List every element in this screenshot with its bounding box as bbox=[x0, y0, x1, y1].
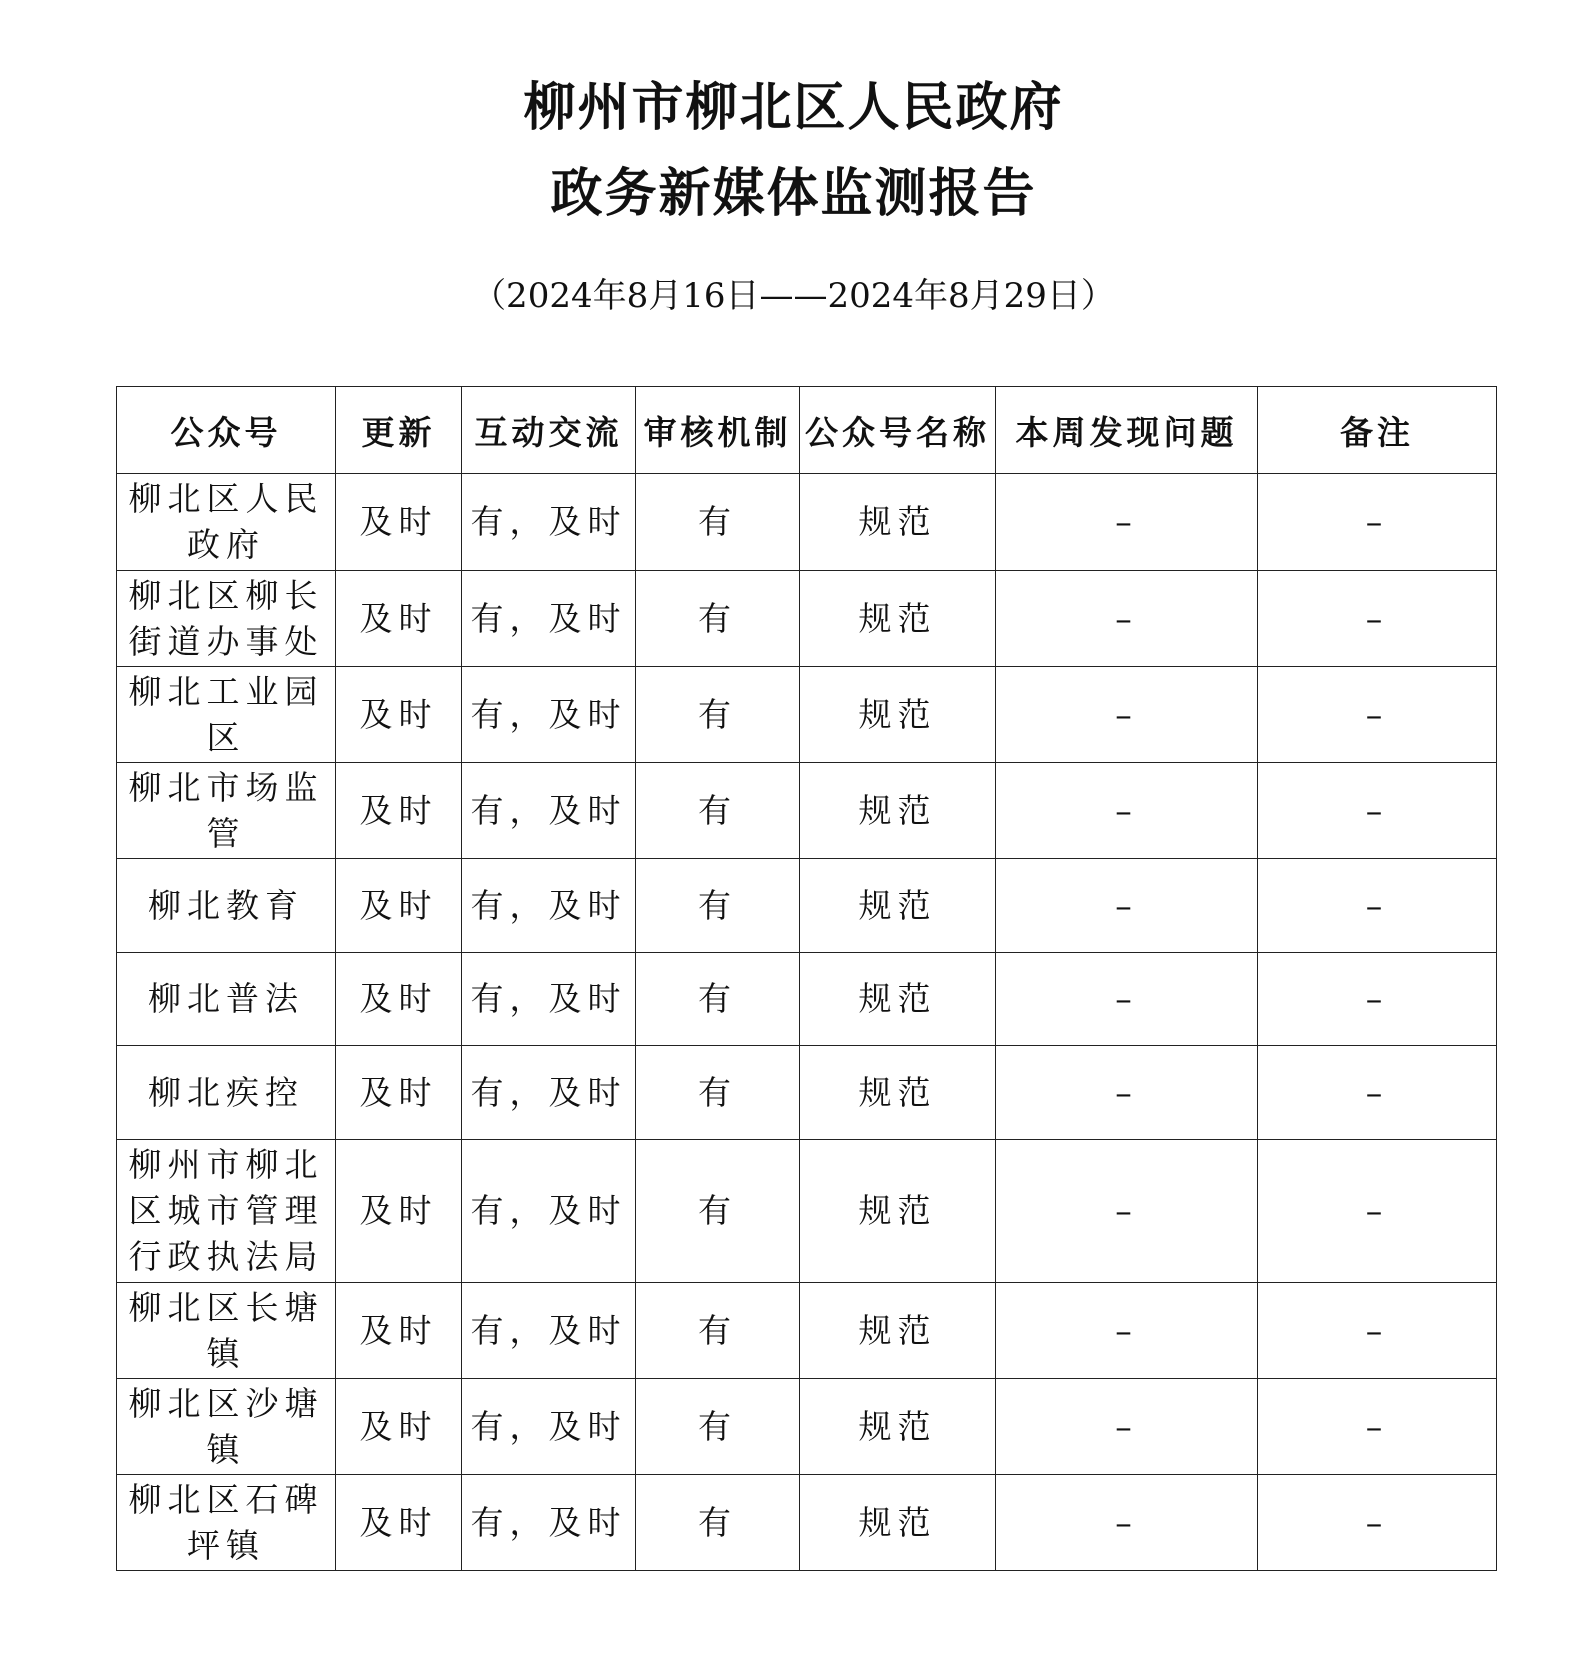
cell-account: 柳北市场监管 bbox=[117, 763, 336, 859]
cell-review: 有 bbox=[636, 667, 800, 763]
cell-update: 及时 bbox=[336, 1379, 462, 1475]
cell-update: 及时 bbox=[336, 859, 462, 953]
cell-issues: – bbox=[996, 1140, 1258, 1283]
cell-review: 有 bbox=[636, 571, 800, 667]
cell-review: 有 bbox=[636, 1140, 800, 1283]
table-row bbox=[117, 1140, 1497, 1283]
table-header-row bbox=[117, 387, 1497, 474]
cell-issues: – bbox=[996, 571, 1258, 667]
cell-interaction: 有，及时 bbox=[462, 1046, 636, 1140]
cell-remarks: – bbox=[1258, 1475, 1497, 1571]
cell-remarks: – bbox=[1258, 1046, 1497, 1140]
table-row bbox=[117, 667, 1497, 763]
cell-review: 有 bbox=[636, 1475, 800, 1571]
cell-account: 柳北区石碑坪镇 bbox=[117, 1475, 336, 1571]
cell-account: 柳州市柳北区城市管理行政执法局 bbox=[117, 1140, 336, 1283]
column-header-naming: 公众号名称 bbox=[800, 387, 996, 474]
cell-update: 及时 bbox=[336, 763, 462, 859]
cell-remarks: – bbox=[1258, 1379, 1497, 1475]
cell-remarks: – bbox=[1258, 1283, 1497, 1379]
cell-remarks: – bbox=[1258, 1140, 1497, 1283]
cell-issues: – bbox=[996, 953, 1258, 1046]
table-row bbox=[117, 859, 1497, 953]
cell-account: 柳北区长塘镇 bbox=[117, 1283, 336, 1379]
column-header-update: 更新 bbox=[336, 387, 462, 474]
table-row bbox=[117, 571, 1497, 667]
cell-account: 柳北疾控 bbox=[117, 1046, 336, 1140]
cell-update: 及时 bbox=[336, 571, 462, 667]
column-header-interaction: 互动交流 bbox=[462, 387, 636, 474]
cell-issues: – bbox=[996, 667, 1258, 763]
cell-naming: 规范 bbox=[800, 1379, 996, 1475]
cell-interaction: 有，及时 bbox=[462, 1283, 636, 1379]
table-row bbox=[117, 1283, 1497, 1379]
cell-issues: – bbox=[996, 1475, 1258, 1571]
column-header-review: 审核机制 bbox=[636, 387, 800, 474]
cell-naming: 规范 bbox=[800, 571, 996, 667]
cell-review: 有 bbox=[636, 763, 800, 859]
cell-account: 柳北工业园区 bbox=[117, 667, 336, 763]
cell-issues: – bbox=[996, 859, 1258, 953]
cell-account: 柳北区沙塘镇 bbox=[117, 1379, 336, 1475]
cell-update: 及时 bbox=[336, 1475, 462, 1571]
cell-remarks: – bbox=[1258, 763, 1497, 859]
cell-interaction: 有，及时 bbox=[462, 953, 636, 1046]
cell-naming: 规范 bbox=[800, 1283, 996, 1379]
cell-update: 及时 bbox=[336, 474, 462, 571]
cell-issues: – bbox=[996, 1046, 1258, 1140]
cell-account: 柳北普法 bbox=[117, 953, 336, 1046]
report-date-range: （2024年8月16日——2024年8月29日） bbox=[472, 276, 1115, 316]
cell-interaction: 有，及时 bbox=[462, 1379, 636, 1475]
table-row bbox=[117, 763, 1497, 859]
cell-review: 有 bbox=[636, 1379, 800, 1475]
cell-update: 及时 bbox=[336, 1140, 462, 1283]
cell-interaction: 有，及时 bbox=[462, 667, 636, 763]
column-header-issues: 本周发现问题 bbox=[996, 387, 1258, 474]
cell-interaction: 有，及时 bbox=[462, 571, 636, 667]
cell-naming: 规范 bbox=[800, 474, 996, 571]
table-row bbox=[117, 1046, 1497, 1140]
report-title-line2: 政务新媒体监测报告 bbox=[550, 164, 1037, 224]
cell-naming: 规范 bbox=[800, 859, 996, 953]
cell-interaction: 有，及时 bbox=[462, 859, 636, 953]
table-row bbox=[117, 1379, 1497, 1475]
cell-account: 柳北区柳长街道办事处 bbox=[117, 571, 336, 667]
cell-naming: 规范 bbox=[800, 667, 996, 763]
cell-interaction: 有，及时 bbox=[462, 1475, 636, 1571]
cell-review: 有 bbox=[636, 474, 800, 571]
cell-issues: – bbox=[996, 474, 1258, 571]
table-row bbox=[117, 953, 1497, 1046]
cell-update: 及时 bbox=[336, 1046, 462, 1140]
table-row bbox=[117, 474, 1497, 571]
cell-review: 有 bbox=[636, 1046, 800, 1140]
cell-remarks: – bbox=[1258, 571, 1497, 667]
cell-naming: 规范 bbox=[800, 1475, 996, 1571]
cell-naming: 规范 bbox=[800, 1046, 996, 1140]
cell-naming: 规范 bbox=[800, 953, 996, 1046]
cell-account: 柳北教育 bbox=[117, 859, 336, 953]
column-header-account: 公众号 bbox=[117, 387, 336, 474]
cell-review: 有 bbox=[636, 859, 800, 953]
cell-interaction: 有，及时 bbox=[462, 1140, 636, 1283]
cell-interaction: 有，及时 bbox=[462, 474, 636, 571]
cell-remarks: – bbox=[1258, 953, 1497, 1046]
cell-naming: 规范 bbox=[800, 1140, 996, 1283]
cell-review: 有 bbox=[636, 953, 800, 1046]
cell-issues: – bbox=[996, 763, 1258, 859]
cell-naming: 规范 bbox=[800, 763, 996, 859]
cell-issues: – bbox=[996, 1379, 1258, 1475]
cell-remarks: – bbox=[1258, 859, 1497, 953]
report-title-line1: 柳州市柳北区人民政府 bbox=[523, 78, 1064, 138]
cell-update: 及时 bbox=[336, 953, 462, 1046]
cell-issues: – bbox=[996, 1283, 1258, 1379]
monitoring-table bbox=[116, 386, 1497, 1571]
cell-interaction: 有，及时 bbox=[462, 763, 636, 859]
cell-remarks: – bbox=[1258, 474, 1497, 571]
column-header-remarks: 备注 bbox=[1258, 387, 1497, 474]
cell-review: 有 bbox=[636, 1283, 800, 1379]
cell-update: 及时 bbox=[336, 1283, 462, 1379]
cell-account: 柳北区人民政府 bbox=[117, 474, 336, 571]
table-row bbox=[117, 1475, 1497, 1571]
cell-update: 及时 bbox=[336, 667, 462, 763]
cell-remarks: – bbox=[1258, 667, 1497, 763]
